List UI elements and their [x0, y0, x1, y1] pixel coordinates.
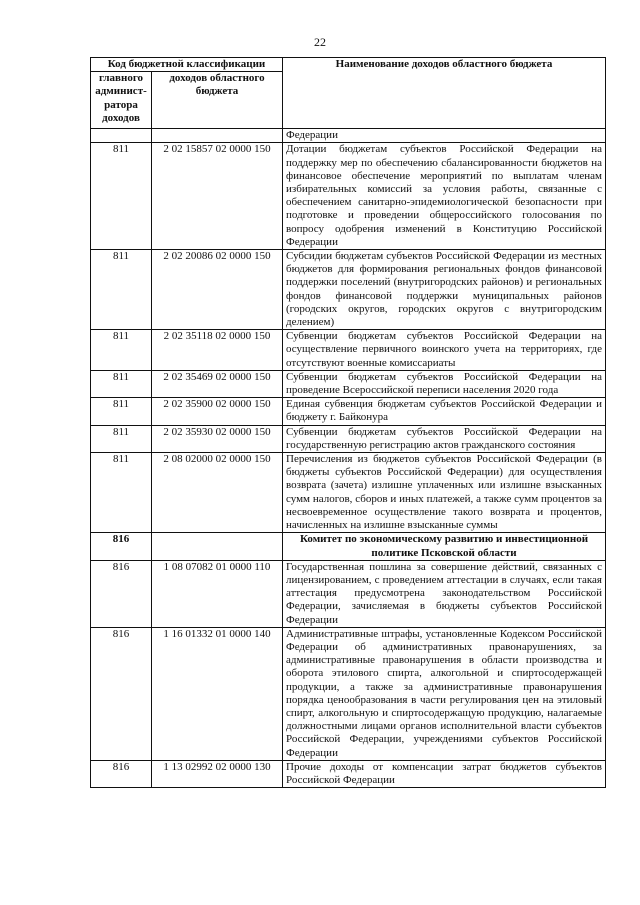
admin-code-cell: 816 [91, 560, 152, 627]
committee-budget-code [152, 533, 283, 560]
budget-code-cell: 2 02 35118 02 0000 150 [152, 330, 283, 371]
admin-code-cell: 811 [91, 143, 152, 250]
committee-header-row [91, 533, 606, 560]
budget-code-cell: 2 02 20086 02 0000 150 [152, 250, 283, 330]
admin-code-cell [91, 129, 152, 143]
admin-code-cell: 816 [91, 627, 152, 760]
budget-code-cell: 1 08 07082 01 0000 110 [152, 560, 283, 627]
income-name-cell: Государственная пошлина за совершение действий, связанных с лицензированием, с проведением аттестации в случаях, если такая аттестация предусмотрена законодательством Российской Федерации, зачисляемая в бюджеты субъектов Российской Федерации [283, 560, 606, 627]
admin-code-cell: 811 [91, 250, 152, 330]
budget-code-cell: 1 16 01332 01 0000 140 [152, 627, 283, 760]
income-name-cell: Административные штрафы, установленные Кодексом Российской Федерации об административных правонарушениях, за административные правонарушения в области производства и оборота этилового спирта, алкогольной и спиртосодержащей продукции, а также за административные правонарушения порядка ценообразования в части регулирования цен на этиловый спирт, алкогольную и спиртосодержащую продукцию, налагаемые должностными лицами органов исполнительной власти субъектов Российской Федерации, учреждениями субъектов Российской Федерации [283, 627, 606, 760]
budget-classification-table [90, 57, 606, 788]
income-name-cell: Субвенции бюджетам субъектов Российской Федерации на осуществление первичного воинского учета на территориях, где отсутствуют военные комиссариаты [283, 330, 606, 371]
admin-code-cell: 811 [91, 398, 152, 425]
committee-name: Комитет по экономическому развитию и инвестиционной политике Псковской области [283, 533, 606, 560]
admin-code-cell: 811 [91, 330, 152, 371]
table-row [91, 143, 606, 250]
budget-code-cell: 2 02 15857 02 0000 150 [152, 143, 283, 250]
table-row [91, 330, 606, 371]
income-name-cell: Единая субвенция бюджетам субъектов Российской Федерации и бюджету г. Байконура [283, 398, 606, 425]
income-name-cell: Субсидии бюджетам субъектов Российской Федерации из местных бюджетов для формирования региональных фондов финансовой поддержки поселений (внутригородских районов) и региональных фондов финансовой поддержки муниципальных районов (городских округов, городских округов с внутригородским делением) [283, 250, 606, 330]
admin-code-cell: 811 [91, 425, 152, 452]
header-classification-code: Код бюджетной классификации [91, 58, 283, 72]
table-row [91, 627, 606, 760]
header-main-administrator: главного админист-ратора доходов [91, 72, 152, 129]
admin-code-cell: 811 [91, 453, 152, 533]
income-name-cell: Субвенции бюджетам субъектов Российской Федерации на проведение Всероссийской переписи населения 2020 года [283, 370, 606, 397]
budget-code-cell: 2 02 35469 02 0000 150 [152, 370, 283, 397]
income-name-cell: Дотации бюджетам субъектов Российской Федерации на поддержку мер по обеспечению сбалансированности бюджетов на финансовое обеспечение мероприятий по выплатам членам избирательных комиссий за условия работы, связанные с обеспечением санитарно-эпидемиологической безопасности при подготовке и проведении общероссийского голосования по вопросу одобрения изменений в Конституцию Российской Федерации [283, 143, 606, 250]
budget-code-cell [152, 129, 283, 143]
table-row [91, 425, 606, 452]
table-row [91, 129, 606, 143]
table-header-row [91, 58, 606, 72]
table-row [91, 250, 606, 330]
table-row [91, 760, 606, 787]
budget-code-cell: 2 02 35930 02 0000 150 [152, 425, 283, 452]
budget-code-cell: 2 02 35900 02 0000 150 [152, 398, 283, 425]
income-name-cell: Субвенции бюджетам субъектов Российской Федерации на государственную регистрацию актов гражданского состояния [283, 425, 606, 452]
page-number: 22 [314, 35, 326, 49]
budget-code-cell: 1 13 02992 02 0000 130 [152, 760, 283, 787]
committee-admin-code: 816 [91, 533, 152, 560]
admin-code-cell: 811 [91, 370, 152, 397]
table-row [91, 398, 606, 425]
income-name-cell: Перечисления из бюджетов субъектов Российской Федерации (в бюджеты субъектов Российской Федерации) для осуществления возврата (зачета) излишне уплаченных или излишне взысканных сумм налогов, сборов и иных платежей, а также сумм процентов за несвоевременное осуществление такого возврата и процентов, начисленных на излишне взысканные суммы [283, 453, 606, 533]
header-regional-income-code: доходов областного бюджета [152, 72, 283, 129]
budget-code-cell: 2 08 02000 02 0000 150 [152, 453, 283, 533]
admin-code-cell: 816 [91, 760, 152, 787]
income-name-cell: Прочие доходы от компенсации затрат бюджетов субъектов Российской Федерации [283, 760, 606, 787]
header-income-name: Наименование доходов областного бюджета [283, 58, 606, 129]
income-name-cell: Федерации [283, 129, 606, 143]
table-row [91, 370, 606, 397]
table-row [91, 453, 606, 533]
table-row [91, 560, 606, 627]
